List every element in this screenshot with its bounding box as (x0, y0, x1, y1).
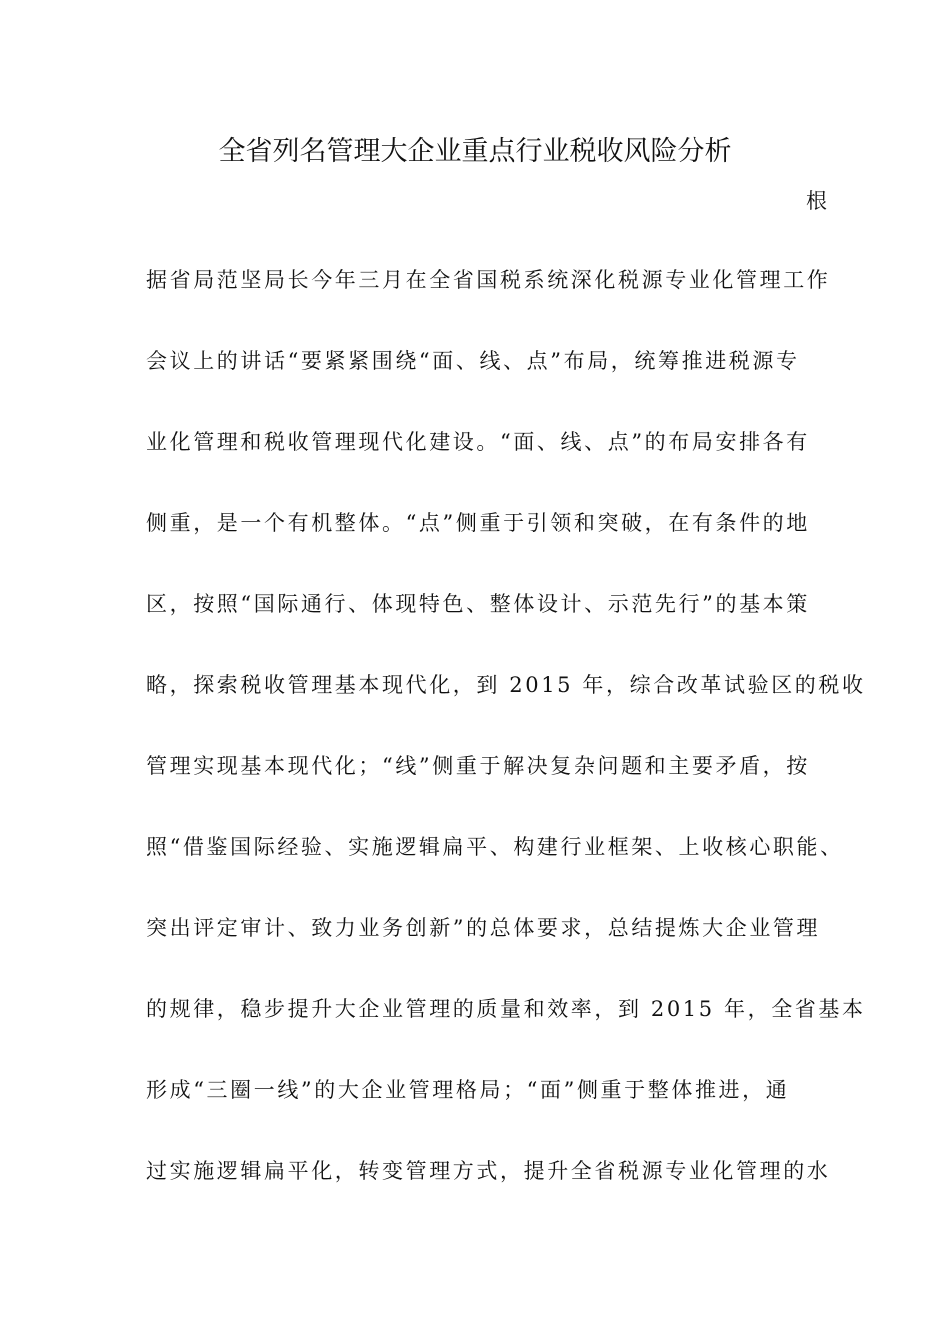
document-title: 全省列名管理大企业重点行业税收风险分析 (218, 136, 732, 167)
body-line-8: 照“借鉴国际经验、实施逻辑扁平、构建行业框架、上收核心职能、 (146, 835, 844, 859)
body-line-9: 突出评定审计、致力业务创新”的总体要求，总结提炼大企业管理 (146, 916, 821, 940)
body-line-5: 区，按照“国际通行、体现特色、整体设计、示范先行”的基本策 (146, 592, 810, 616)
body-line-4: 侧重，是一个有机整体。“点”侧重于引领和突破，在有条件的地 (146, 511, 810, 535)
body-line-11: 形成“三圈一线”的大企业管理格局；“面”侧重于整体推进，通 (146, 1078, 790, 1102)
body-line-6: 略，探索税收管理基本现代化，到 2015 年，综合改革试验区的税收 (146, 673, 866, 697)
body-line-1: 据省局范坚局长今年三月在全省国税系统深化税源专业化管理工作 (146, 268, 831, 292)
body-paragraph (146, 265, 866, 1237)
body-line-12: 过实施逻辑扁平化，转变管理方式，提升全省税源专业化管理的水 (146, 1159, 831, 1183)
body-line-10: 的规律，稳步提升大企业管理的质量和效率，到 2015 年，全省基本 (146, 997, 866, 1021)
body-line-7: 管理实现基本现代化；“线”侧重于解决复杂问题和主要矛盾，按 (146, 754, 810, 778)
paragraph-lead-char: 根 (806, 189, 827, 213)
body-line-2: 会议上的讲话“要紧紧围绕“面、线、点”布局，统筹推进税源专 (146, 349, 800, 373)
body-line-3: 业化管理和税收管理现代化建设。“面、线、点”的布局安排各有 (146, 430, 810, 454)
